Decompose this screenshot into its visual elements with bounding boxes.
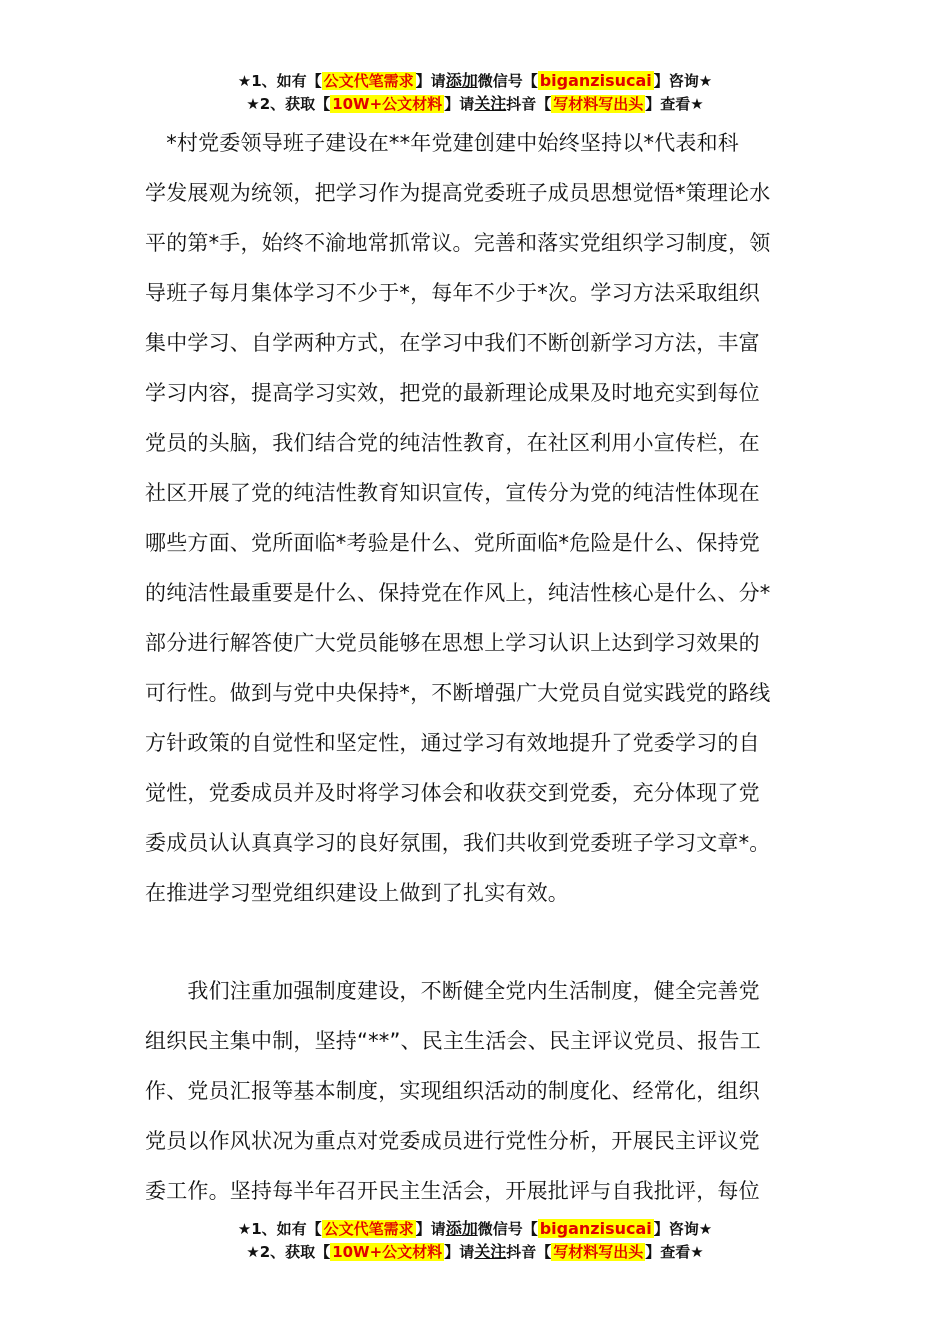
paragraph-2 — [145, 966, 807, 1216]
header-banner — [0, 70, 950, 116]
banner-highlight-materials: 10W+公文材料 — [332, 1243, 443, 1261]
text-line: 可行性。做到与党中央保持*，不断增强广大党员自觉实践党的路线 — [145, 681, 771, 705]
banner-line-2: ★2、获取【 10W+公文材料 】请关注抖音【 写材料写出头 】查看★ — [246, 94, 704, 113]
banner-highlight-materials: 10W+公文材料 — [332, 95, 443, 113]
banner-line-2: ★2、获取【 10W+公文材料 】请关注抖音【 写材料写出头 】查看★ — [246, 1242, 704, 1261]
banner-line-1: ★1、如有【 公文代笔需求 】请添加微信号【 biganzisucai 】咨询★ — [237, 1219, 713, 1238]
text-line: 哪些方面、党所面临*考验是什么、党所面临*危险是什么、保持党 — [145, 531, 760, 555]
text-line: 组织民主集中制，坚持“**”、民主生活会、民主评议党员、报告工 — [145, 1029, 761, 1053]
text-line: 党员以作风状况为重点对党委成员进行党性分析，开展民主评议党 — [145, 1129, 760, 1153]
text-line: 在推进学习型党组织建设上做到了扎实有效。 — [145, 881, 569, 905]
text-line: 集中学习、自学两种方式，在学习中我们不断创新学习方法，丰富 — [145, 331, 760, 355]
text-line: 委成员认认真真学习的良好氛围，我们共收到党委班子学习文章*。 — [145, 831, 771, 855]
banner-wechat-id: biganzisucai — [539, 71, 652, 90]
text-line: 部分进行解答使广大党员能够在思想上学习认识上达到学习效果的 — [145, 631, 760, 655]
text-line: 我们注重加强制度建设，不断健全党内生活制度，健全完善党 — [145, 979, 760, 1003]
banner-highlight-service: 公文代笔需求 — [323, 1220, 414, 1238]
text-line: 社区开展了党的纯洁性教育知识宣传，宣传分为党的纯洁性体现在 — [145, 481, 760, 505]
text-line: 方针政策的自觉性和坚定性，通过学习有效地提升了党委学习的自 — [145, 731, 760, 755]
footer-banner — [0, 1218, 950, 1264]
banner-douyin-account: 写材料写出头 — [553, 95, 644, 113]
banner-douyin-account: 写材料写出头 — [553, 1243, 644, 1261]
paragraph-1 — [145, 118, 807, 918]
text-line: 平的第*手，始终不渝地常抓常议。完善和落实党组织学习制度，领 — [145, 231, 771, 255]
text-line: 觉性，党委成员并及时将学习体会和收获交到党委，充分体现了党 — [145, 781, 760, 805]
text-line: 导班子每月集体学习不少于*，每年不少于*次。学习方法采取组织 — [145, 281, 760, 305]
text-line: 作、党员汇报等基本制度，实现组织活动的制度化、经常化，组织 — [145, 1079, 760, 1103]
banner-wechat-id: biganzisucai — [539, 1219, 652, 1238]
text-line: 学发展观为统领，把学习作为提高党委班子成员思想觉悟*策理论水 — [145, 181, 771, 205]
banner-highlight-service: 公文代笔需求 — [323, 72, 414, 90]
banner-line-1: ★1、如有【 公文代笔需求 】请添加微信号【 biganzisucai 】咨询★ — [237, 71, 713, 90]
text-line: 委工作。坚持每半年召开民主生活会，开展批评与自我批评，每位 — [145, 1179, 760, 1203]
text-line: 党员的头脑，我们结合党的纯洁性教育，在社区利用小宣传栏，在 — [145, 431, 760, 455]
text-line: *村党委领导班子建设在**年党建创建中始终坚持以*代表和科 — [145, 131, 739, 155]
text-line: 学习内容，提高学习实效，把党的最新理论成果及时地充实到每位 — [145, 381, 760, 405]
text-line: 的纯洁性最重要是什么、保持党在作风上，纯洁性核心是什么、分* — [145, 581, 771, 605]
